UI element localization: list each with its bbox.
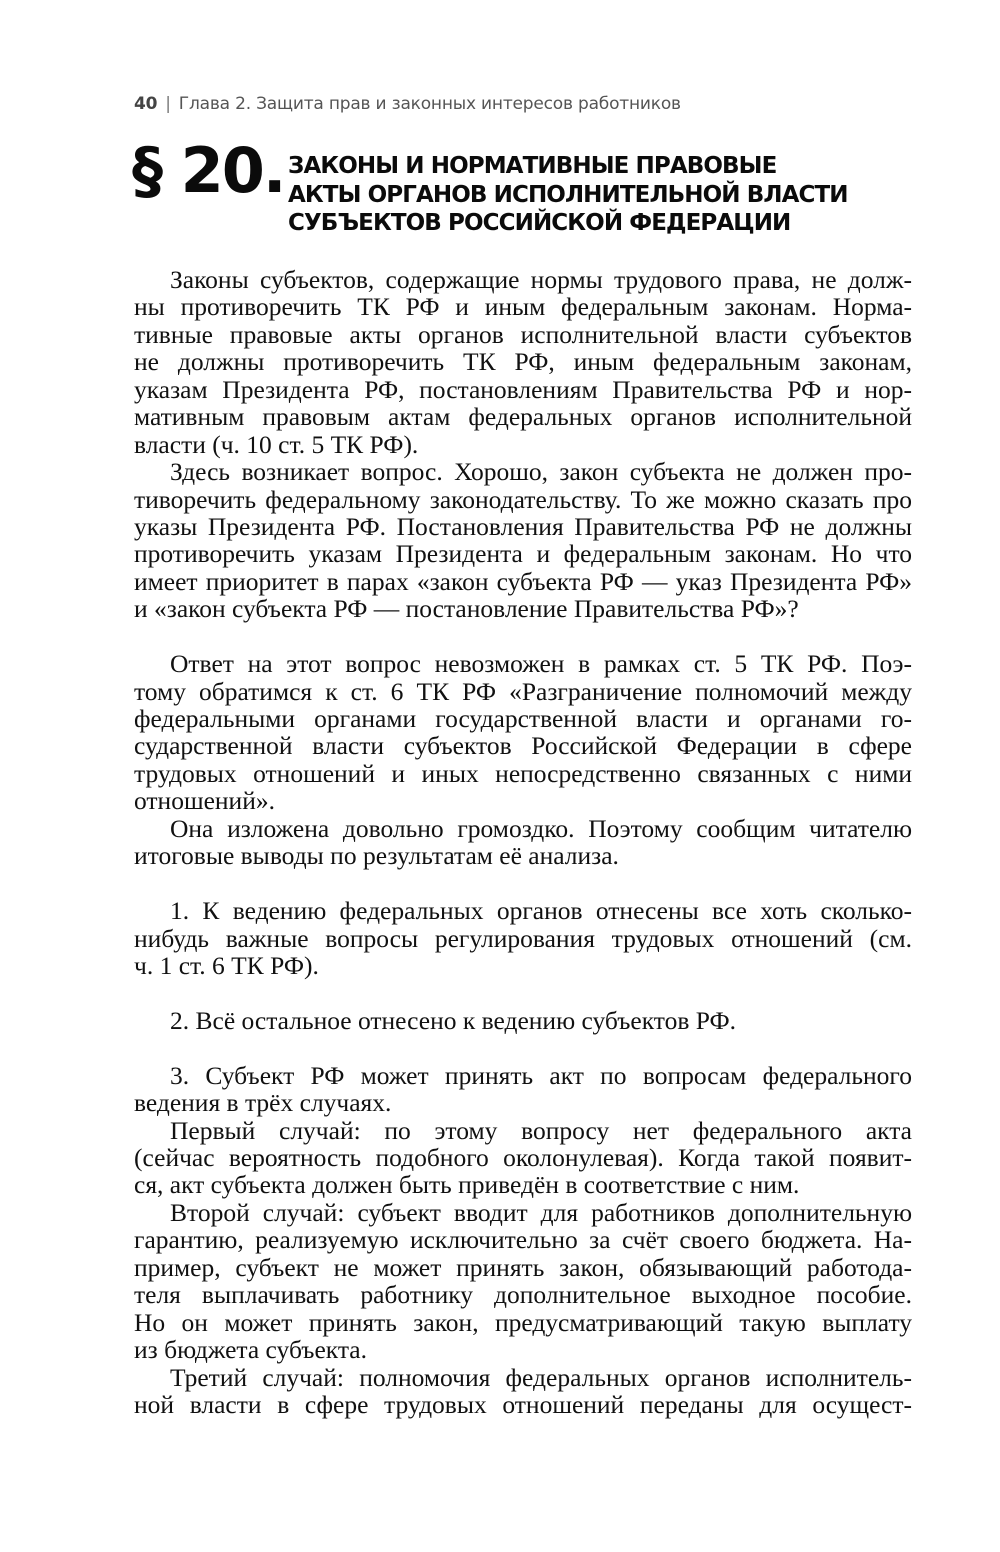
text-line: имеет приоритет в парах «закон субъекта РФ — указ Президента РФ» [134,566,912,596]
paragraph-spacer [134,870,912,897]
text-line: Законы субъектов, содержащие нормы трудового права, не долж- [170,265,912,294]
text-line: тому обратимся к ст. 6 ТК РФ «Разграничение полномочий между [134,676,912,706]
text-line: ч. 1 ст. 6 ТК РФ). [134,950,319,980]
paragraph [134,1117,912,1199]
chapter-title: Глава 2. Защита прав и законных интересов работников [178,94,681,114]
text-line: Первый случай: по этому вопросу нет федерального акта [170,1115,912,1145]
text-line: (сейчас вероятность подобного околонулевая). Когда такой появит- [134,1143,912,1172]
paragraph [134,650,912,815]
text-line: ны противоречить ТК РФ и иным федеральным законам. Норма- [134,292,912,322]
text-line: нибудь важные вопросы регулирования трудовых отношений (см. [134,923,912,953]
text-line: ной власти в сфере трудовых отношений переданы для осущест- [134,1389,912,1419]
text-line: Второй случай: субъект вводит для работников дополнительную [170,1197,912,1227]
text-line: противоречить указам Президента и федеральным законам. Но что [134,539,912,569]
paragraph [134,458,912,623]
paragraph [134,1199,912,1364]
paragraph [134,815,912,870]
paragraph [134,1364,912,1419]
text-line: Она изложена довольно громоздко. Поэтому сообщим читателю [170,813,912,843]
text-line: Но он может принять закон, предусматривающий такую выплату [134,1307,912,1337]
section-title-line: ЗАКОНЫ И НОРМАТИВНЫЕ ПРАВОВЫЕ [288,153,777,179]
text-line: указам Президента РФ, постановлениям Правительства РФ и нор- [134,374,912,404]
text-line: ведения в трёх случаях. [134,1088,392,1118]
text-line: тивные правовые акты органов исполнительной власти субъектов [134,319,912,349]
paragraph [134,1062,912,1117]
text-line: Ответ на этот вопрос невозможен в рамках ст. 5 ТК РФ. Поэ- [170,649,912,679]
text-line: власти (ч. 10 ст. 5 ТК РФ). [134,429,419,459]
paragraph-spacer [134,623,912,650]
text-line: Третий случай: полномочия федеральных органов исполнитель- [170,1362,912,1392]
text-line: федеральными органами государственной власти и органами го- [134,704,912,733]
page-number: 40 [134,94,158,114]
body-text [134,266,912,1418]
text-line: трудовых отношений и иных непосредственно связанных с ними [134,758,912,788]
section-title-line: АКТЫ ОРГАНОВ ИСПОЛНИТЕЛЬНОЙ ВЛАСТИ [288,181,848,208]
text-line: гарантию, реализуемую исключительно за счёт своего бюджета. На- [134,1225,912,1255]
text-line: сударственной власти субъектов Российской Федерации в сфере [134,731,912,761]
paragraph [134,266,912,458]
text-line: отношений». [134,786,275,816]
section-title [288,152,848,238]
paragraph [134,897,912,979]
text-line: пример, субъект не может принять закон, обязывающий работода- [134,1252,912,1282]
running-header [134,94,681,114]
text-line: Здесь возникает вопрос. Хорошо, закон субъекта не должен про- [170,457,912,487]
text-line: 3. Субъект РФ может принять акт по вопросам федерального [170,1060,912,1090]
text-line: 2. Всё остальное отнесено к ведению субъектов РФ. [170,1005,737,1035]
section-number: § 20. [132,134,285,207]
text-line: 1. К ведению федеральных органов отнесены все хоть сколько- [170,896,912,926]
text-line: теля выплачивать работнику дополнительное выходное пособие. [134,1280,912,1310]
paragraph [134,1007,912,1034]
text-line: из бюджета субъекта. [134,1335,367,1365]
separator: | [165,94,171,114]
text-line: тиворечить федеральному законодательству. То же можно сказать про [134,484,912,514]
text-line: мативным правовым актам федеральных органов исполнительной [134,402,912,432]
text-line: и «закон субъекта РФ — постановление Правительства РФ»? [134,594,799,624]
paragraph-spacer [134,979,912,1006]
paragraph-spacer [134,1034,912,1061]
text-line: указы Президента РФ. Постановления Правительства РФ не должны [134,511,912,541]
text-line: не должны противоречить ТК РФ, иным федеральным законам, [134,347,912,377]
text-line: итоговые выводы по результатам её анализа. [134,841,619,871]
section-title-line: СУБЪЕКТОВ РОССИЙСКОЙ ФЕДЕРАЦИИ [288,210,791,236]
text-line: ся, акт субъекта должен быть приведён в соответствие с ним. [134,1170,800,1200]
